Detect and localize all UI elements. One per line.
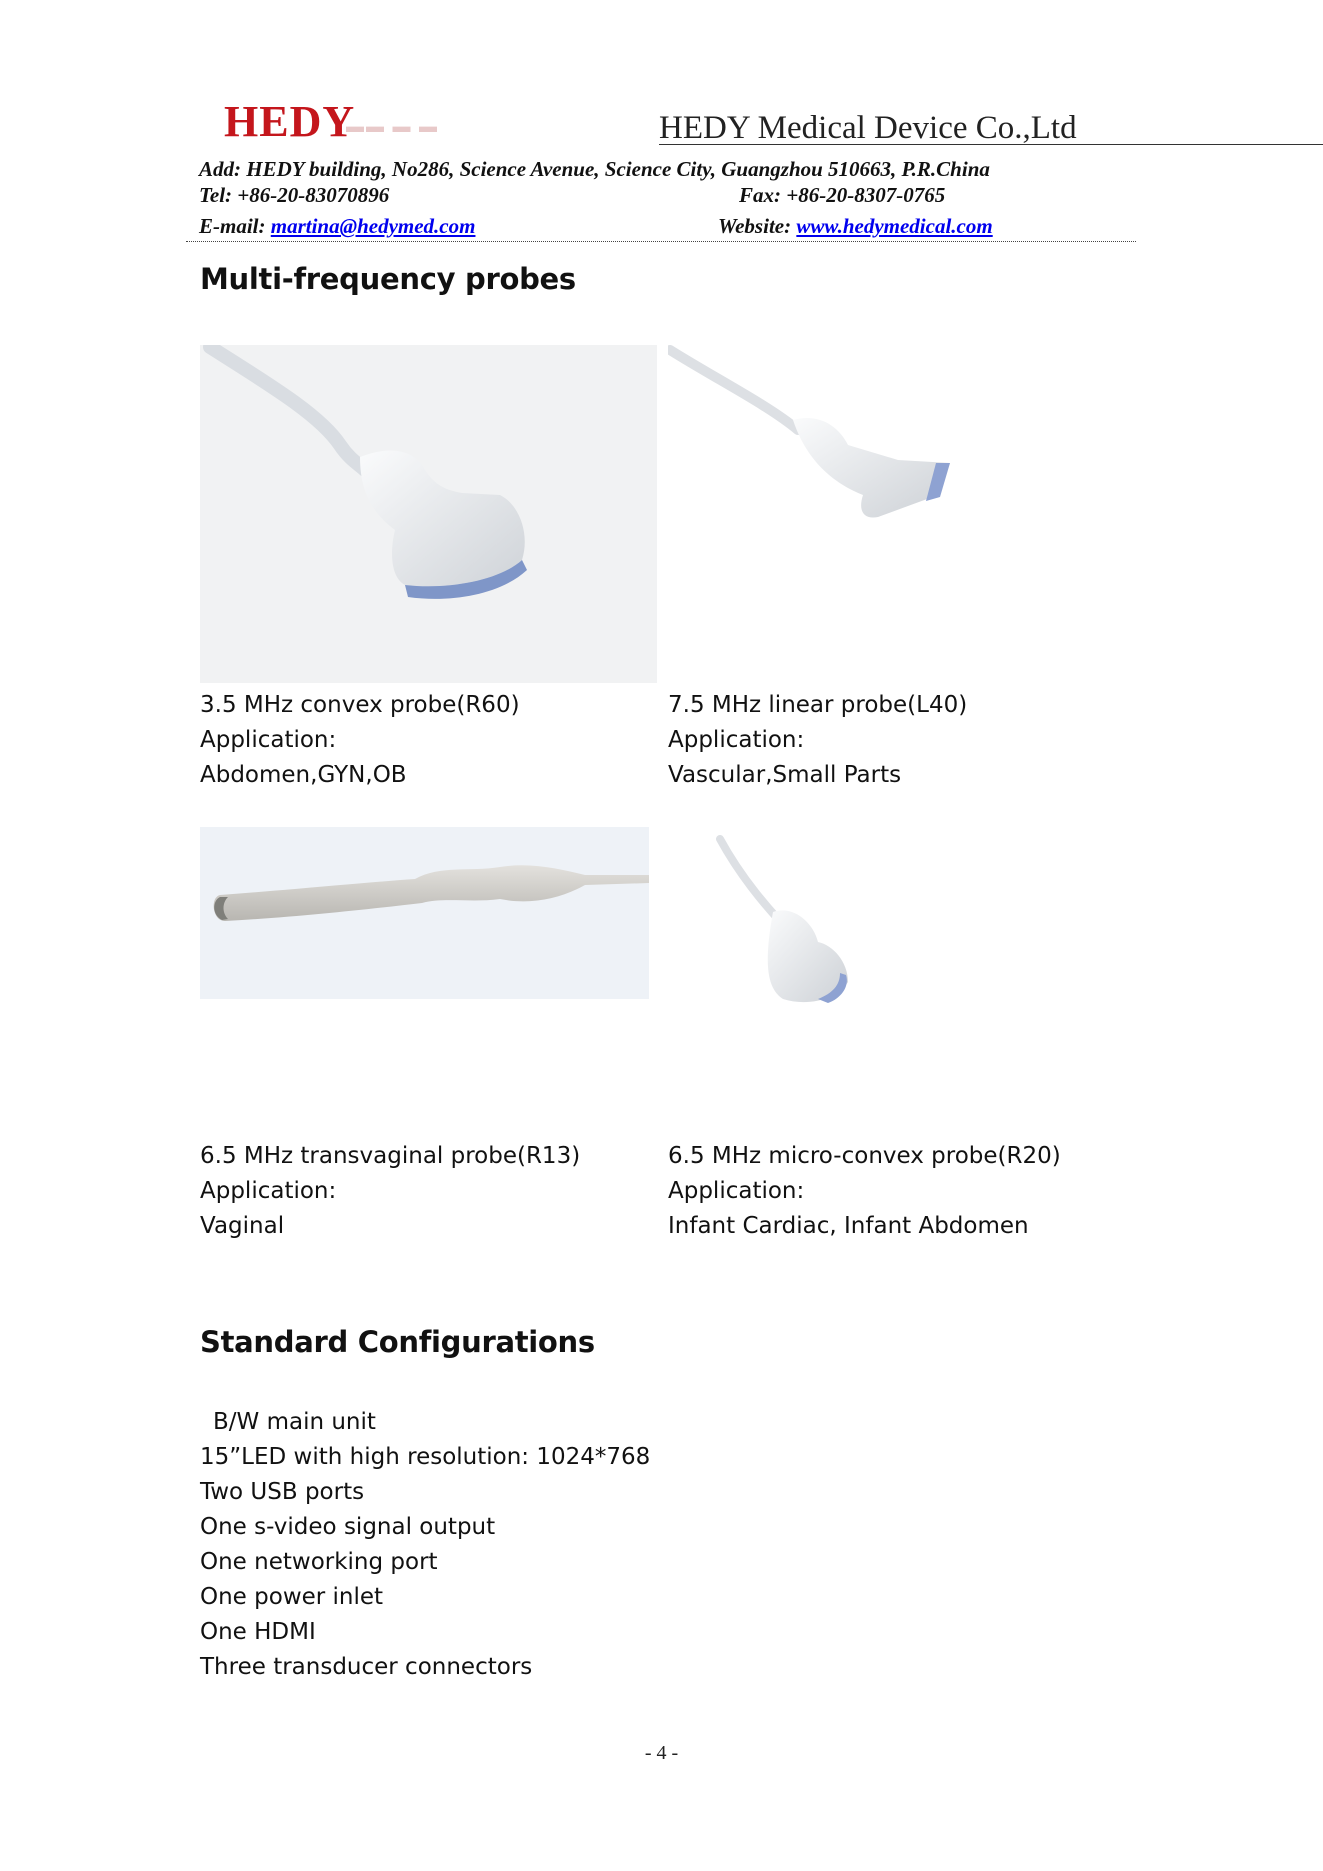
- transvaginal-probe-photo: [200, 827, 649, 999]
- probe-application: Vascular,Small Parts: [668, 762, 902, 788]
- convex-probe-photo: [200, 345, 657, 683]
- address-line: Add: HEDY building, No286, Science Avenue, Science City, Guangzhou 510663, P.R.China: [199, 157, 990, 181]
- probes-section-title: Multi-frequency probes: [200, 262, 576, 296]
- website-label: Website:: [718, 214, 792, 238]
- config-item: One networking port: [200, 1549, 438, 1575]
- header-rule: [659, 144, 1323, 145]
- probe-name: 6.5 MHz micro-convex probe(R20): [668, 1143, 1061, 1169]
- config-item: Three transducer connectors: [200, 1654, 533, 1680]
- email-label: E-mail:: [199, 214, 266, 238]
- website-link[interactable]: www.hedymedical.com: [796, 214, 993, 238]
- config-section-title: Standard Configurations: [200, 1325, 595, 1359]
- config-item: Two USB ports: [200, 1479, 365, 1505]
- probe-name: 6.5 MHz transvaginal probe(R13): [200, 1143, 581, 1169]
- probe-application: Abdomen,GYN,OB: [200, 762, 407, 788]
- probe-name: 7.5 MHz linear probe(L40): [668, 692, 968, 718]
- config-item: One HDMI: [200, 1619, 316, 1645]
- website-line: [718, 216, 993, 237]
- logo-tagline-decoration: ▬▬ ▬ ▬: [346, 116, 439, 136]
- linear-probe-photo: [668, 345, 968, 565]
- company-name: HEDY Medical Device Co.,Ltd: [659, 110, 1077, 146]
- tel-line: Tel: +86-20-83070896: [199, 183, 390, 207]
- header-dotted-rule: [186, 241, 1136, 242]
- config-item: 15”LED with high resolution: 1024*768: [200, 1444, 651, 1470]
- probe-application: Vaginal: [200, 1213, 285, 1239]
- config-item: One s-video signal output: [200, 1514, 496, 1540]
- micro-convex-probe-photo: [668, 827, 948, 1027]
- probe-name: 3.5 MHz convex probe(R60): [200, 692, 520, 718]
- probe-application-label: Application:: [668, 1178, 805, 1204]
- email-link[interactable]: martina@hedymed.com: [270, 214, 476, 238]
- config-item: One power inlet: [200, 1584, 384, 1610]
- fax-line: Fax: +86-20-8307-0765: [739, 183, 946, 207]
- probe-application-label: Application:: [200, 727, 337, 753]
- probe-application: Infant Cardiac, Infant Abdomen: [668, 1213, 1029, 1239]
- probe-application-label: Application:: [668, 727, 805, 753]
- email-line: [199, 216, 475, 237]
- config-item: B/W main unit: [213, 1409, 376, 1435]
- company-logo: HEDY: [224, 97, 356, 146]
- probe-application-label: Application:: [200, 1178, 337, 1204]
- page-number: - 4 -: [644, 1742, 679, 1764]
